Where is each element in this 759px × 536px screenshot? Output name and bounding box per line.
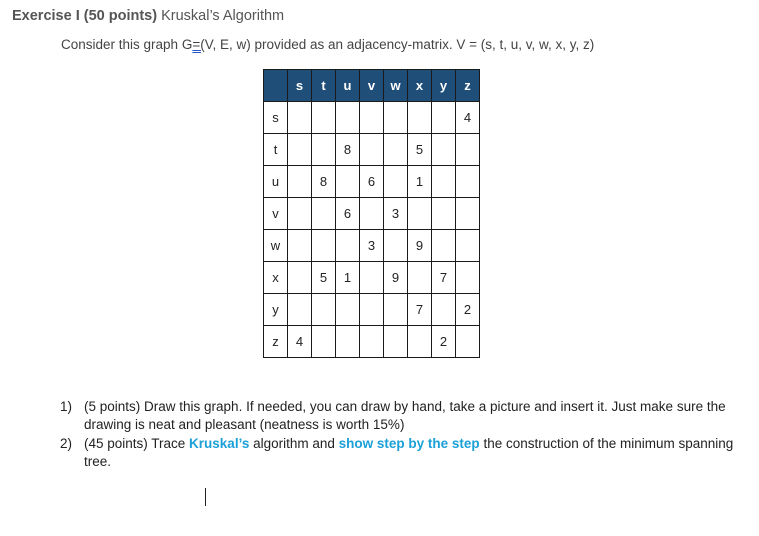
matrix-cell: 5 (408, 134, 432, 166)
matrix-cell (336, 230, 360, 262)
matrix-cell: 5 (312, 262, 336, 294)
exercise-heading (12, 8, 284, 24)
matrix-cell (432, 198, 456, 230)
task-item (60, 398, 740, 434)
matrix-col-header: z (456, 70, 480, 102)
matrix-cell (384, 294, 408, 326)
matrix-corner (264, 70, 288, 102)
matrix-col-header: y (432, 70, 456, 102)
matrix-row (264, 262, 480, 294)
matrix-cell (384, 102, 408, 134)
matrix-cell: 9 (408, 230, 432, 262)
matrix-row (264, 294, 480, 326)
matrix-cell (312, 294, 336, 326)
task-text: algorithm and (249, 436, 339, 451)
matrix-cell (336, 294, 360, 326)
matrix-cell: 1 (336, 262, 360, 294)
intro-pre: Consider this graph G (61, 37, 193, 52)
intro-post: V, E, w) provided as an adjacency-matrix. V = (s, t, u, v, w, x, y, z) (204, 37, 595, 52)
matrix-cell: 3 (360, 230, 384, 262)
matrix-cell: 9 (384, 262, 408, 294)
matrix-cell: 2 (456, 294, 480, 326)
matrix-cell (360, 102, 384, 134)
matrix-cell (432, 134, 456, 166)
matrix-cell (360, 262, 384, 294)
matrix-cell (288, 198, 312, 230)
matrix-cell (336, 166, 360, 198)
matrix-cell: 3 (384, 198, 408, 230)
task-list (60, 398, 740, 472)
task-text: (5 points) Draw this graph. If needed, you can draw by hand, take a picture and insert it. Just make sure the drawing is neat and pleasant (neatness is worth 15%) (84, 399, 726, 432)
matrix-row-header: z (264, 326, 288, 358)
matrix-cell: 4 (456, 102, 480, 134)
matrix-cell (312, 230, 336, 262)
matrix-cell (312, 198, 336, 230)
matrix-cell (432, 102, 456, 134)
matrix-row-header: v (264, 198, 288, 230)
matrix-cell (288, 102, 312, 134)
matrix-row-header: y (264, 294, 288, 326)
exercise-heading-bold: Exercise I (50 points) (12, 8, 158, 24)
matrix-row-header: x (264, 262, 288, 294)
matrix-cell (288, 230, 312, 262)
matrix-row (264, 198, 480, 230)
adjacency-matrix (263, 69, 480, 358)
matrix-cell: 4 (288, 326, 312, 358)
matrix-cell (456, 198, 480, 230)
matrix-col-header: v (360, 70, 384, 102)
text-cursor (205, 488, 206, 506)
intro-eq: =( (192, 37, 205, 52)
matrix-cell (456, 134, 480, 166)
matrix-row (264, 230, 480, 262)
matrix-row-header: w (264, 230, 288, 262)
matrix-row-header: t (264, 134, 288, 166)
task-item (60, 435, 740, 471)
matrix-cell (288, 134, 312, 166)
task-text: the construction of the minimum spanning tree. (84, 436, 734, 469)
matrix-cell: 2 (432, 326, 456, 358)
matrix-cell (336, 102, 360, 134)
matrix-cell: 8 (312, 166, 336, 198)
intro-text (61, 37, 594, 52)
matrix-cell: 7 (432, 262, 456, 294)
matrix-cell (456, 262, 480, 294)
matrix-cell (408, 198, 432, 230)
matrix-cell (360, 294, 384, 326)
matrix-cell (384, 166, 408, 198)
matrix-cell (432, 166, 456, 198)
task-highlight-text: Kruskal’s (189, 436, 250, 451)
matrix-cell (360, 134, 384, 166)
matrix-cell (408, 102, 432, 134)
matrix-cell (408, 326, 432, 358)
matrix-row (264, 166, 480, 198)
matrix-cell (384, 230, 408, 262)
matrix-cell (456, 166, 480, 198)
matrix-cell (432, 230, 456, 262)
task-text: (45 points) Trace (84, 436, 190, 451)
task-highlight-text: show step by the step (338, 436, 480, 451)
matrix-cell (456, 230, 480, 262)
matrix-cell (408, 262, 432, 294)
matrix-cell (312, 326, 336, 358)
matrix-cell (360, 326, 384, 358)
matrix-cell (288, 166, 312, 198)
matrix-cell (336, 326, 360, 358)
matrix-row (264, 326, 480, 358)
task-number: 1) (60, 399, 73, 414)
matrix-cell (384, 134, 408, 166)
matrix-cell (312, 134, 336, 166)
matrix-cell: 8 (336, 134, 360, 166)
matrix-row (264, 102, 480, 134)
matrix-cell: 6 (336, 198, 360, 230)
matrix-cell (432, 294, 456, 326)
matrix-cell (288, 262, 312, 294)
matrix-col-header: w (384, 70, 408, 102)
matrix-cell (456, 326, 480, 358)
matrix-cell (312, 102, 336, 134)
matrix-cell (384, 326, 408, 358)
matrix-cell: 1 (408, 166, 432, 198)
matrix-row (264, 134, 480, 166)
matrix-row-header: s (264, 102, 288, 134)
matrix-cell (360, 198, 384, 230)
matrix-cell: 7 (408, 294, 432, 326)
matrix-col-header: u (336, 70, 360, 102)
task-number: 2) (60, 436, 73, 451)
exercise-heading-title: Kruskal’s Algorithm (157, 8, 285, 24)
matrix-cell: 6 (360, 166, 384, 198)
matrix-row-header: u (264, 166, 288, 198)
matrix-col-header: s (288, 70, 312, 102)
matrix-cell (288, 294, 312, 326)
matrix-col-header: x (408, 70, 432, 102)
matrix-col-header: t (312, 70, 336, 102)
matrix-header-row (264, 70, 480, 102)
